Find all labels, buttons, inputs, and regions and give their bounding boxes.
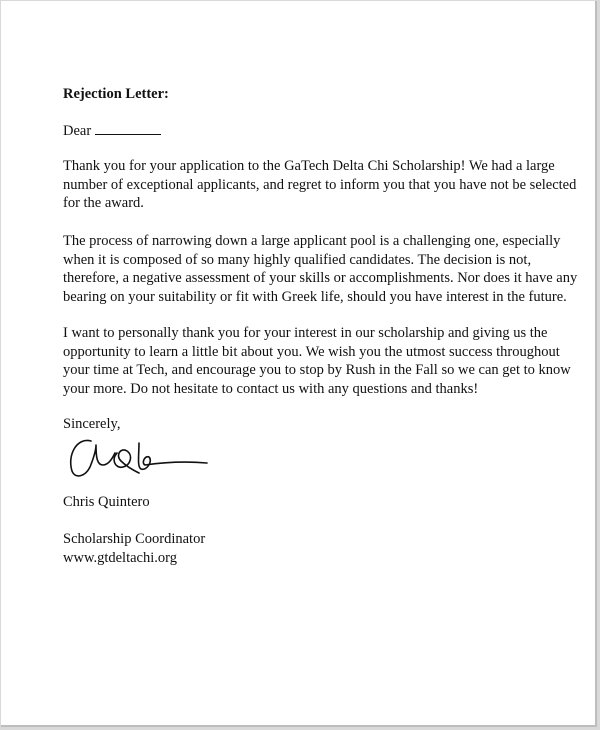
paragraph-2 xyxy=(63,232,578,306)
paragraph-3-line: I want to personally thank you for your interest in our scholarship and giving us the xyxy=(63,325,548,341)
paragraph-2-line: bearing on your suitability or fit with Greek life, should you have interest in the future. xyxy=(63,288,567,305)
salutation xyxy=(63,122,543,141)
paragraph-3-line: your time at Tech, and encourage you to stop by Rush in the Fall so we can get to know xyxy=(63,362,571,379)
paragraph-1-line: number of exceptional applicants, and regret to inform you that you have not be selected xyxy=(63,176,577,193)
paragraph-1-line: Thank you for your application to the GaTech Delta Chi Scholarship! We had a large xyxy=(63,158,555,174)
closing: Sincerely, xyxy=(63,416,121,432)
paragraph-3-line: opportunity to learn a little bit about you. We wish you the utmost success throughout xyxy=(63,343,560,360)
paragraph-2-line: when it is composed of so many highly qualified candidates. The decision is not, xyxy=(63,251,532,268)
paragraph-2-line: therefore, a negative assessment of your skills or accomplishments. Nor does it have any xyxy=(63,270,578,287)
handwritten-signature xyxy=(63,433,213,485)
signer-name: Chris Quintero xyxy=(63,494,150,510)
paragraph-3 xyxy=(63,324,571,398)
letter-page xyxy=(1,1,597,727)
paragraph-1-line: for the award. xyxy=(63,195,144,212)
salutation-text: Dear xyxy=(63,123,92,139)
recipient-blank-line xyxy=(95,122,161,135)
signer-role: Scholarship Coordinator xyxy=(63,531,206,547)
letter-title: Rejection Letter: xyxy=(63,86,169,102)
paragraph-2-line: The process of narrowing down a large applicant pool is a challenging one, especially xyxy=(63,233,561,249)
website-text: www.gtdeltachi.org xyxy=(63,550,177,566)
paragraph-1 xyxy=(63,157,577,213)
paragraph-3-line: your more. Do not hesitate to contact us with any questions and thanks! xyxy=(63,380,479,397)
